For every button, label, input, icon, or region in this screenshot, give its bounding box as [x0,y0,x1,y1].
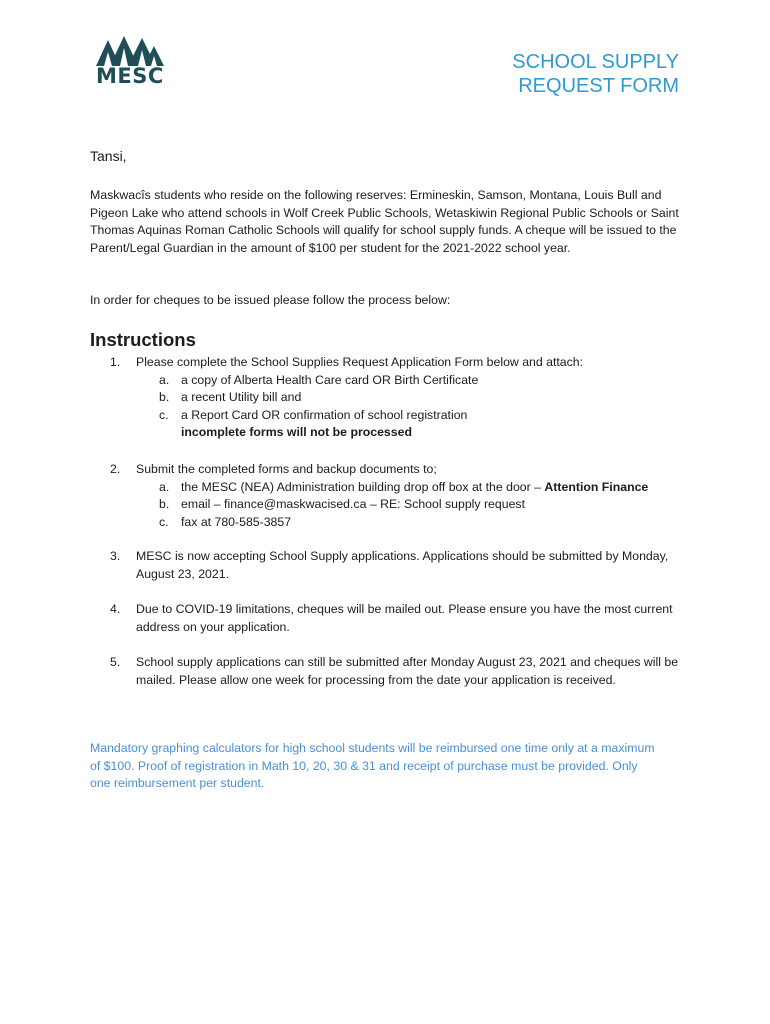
sub-letter: a. [159,372,170,387]
sub-item [159,514,680,532]
sub-letter: b. [159,497,170,511]
sub-text: email – finance@maskwacised.ca – RE: School supply request [181,497,525,511]
calculator-note: Mandatory graphing calculators for high school students will be reimbursed one time only at a maximum of $100. Proof of registration in Math 10, 20, 30 & 31 and receipt of purchase must be provided. Only one reimbursement per student. [90,741,655,790]
intro-paragraph: Maskwacîs students who reside on the following reserves: Ermineskin, Samson, Montana, Louis Bull and Pigeon Lake who attend schools in Wolf Creek Public Schools, Wetaskiwin Regional Public Schools or Saint Thomas Aquinas Roman Catholic Schools will qualify for school supply funds. A cheque will be issued to the Parent/Legal Guardian in the amount of $100 per student for the 2021-2022 school year. [90,188,679,255]
sub-text: a copy of Alberta Health Care card OR Birth Certificate [181,372,479,387]
item-text: Due to COVID-19 limitations, cheques will be mailed out. Please ensure you have the most current address on your application. [136,602,673,634]
page-title [512,50,679,98]
process-paragraph: In order for cheques to be issued please follow the process below: [90,293,451,307]
item-text: Please complete the School Supplies Request Application Form below and attach: [136,355,584,369]
sub-letter: a. [159,479,170,494]
sub-text: fax at 780-585-3857 [181,514,292,529]
sub-item [159,389,680,407]
sub-letter: b. [159,390,170,404]
sub-text: a Report Card OR confirmation of school registration [181,407,468,422]
instructions-heading: Instructions [90,329,196,350]
item-text: School supply applications can still be submitted after Monday August 23, 2021 and cheques will be mailed. Please allow one week for processing from the date your application is received. [136,655,679,687]
instruction-item-5 [110,654,680,689]
mesc-logo [94,34,166,90]
item-number: 1. [110,355,121,369]
attention-finance: Attention Finance [544,479,649,494]
instruction-item-2 [110,461,680,531]
incomplete-warning: incomplete forms will not be processed [181,425,412,439]
instruction-item-1 [110,354,680,442]
logo-wordmark: MESC [96,64,164,88]
item-text: MESC is now accepting School Supply applications. Applications should be submitted by Monday, August 23, 2021. [136,549,669,581]
item-number: 2. [110,462,121,476]
sub-letter: c. [159,407,169,422]
mountain-trees-icon [94,34,166,68]
sub-item [159,496,680,514]
title-line-2: REQUEST FORM [518,75,679,97]
sub-text: a recent Utility bill and [181,390,302,404]
sub-item [159,479,680,497]
sub-item [159,372,680,390]
sub-item [159,407,680,425]
instruction-item-3 [110,548,680,583]
item-number: 3. [110,549,121,563]
greeting: Tansi, [90,148,127,164]
sub-letter: c. [159,514,169,529]
item-number: 4. [110,602,121,616]
item-number: 5. [110,655,121,669]
item-text: Submit the completed forms and backup documents to; [136,462,437,476]
title-line-1: SCHOOL SUPPLY [512,51,679,73]
sub-text: the MESC (NEA) Administration building drop off box at the door – [181,479,545,494]
instruction-item-4 [110,601,680,636]
